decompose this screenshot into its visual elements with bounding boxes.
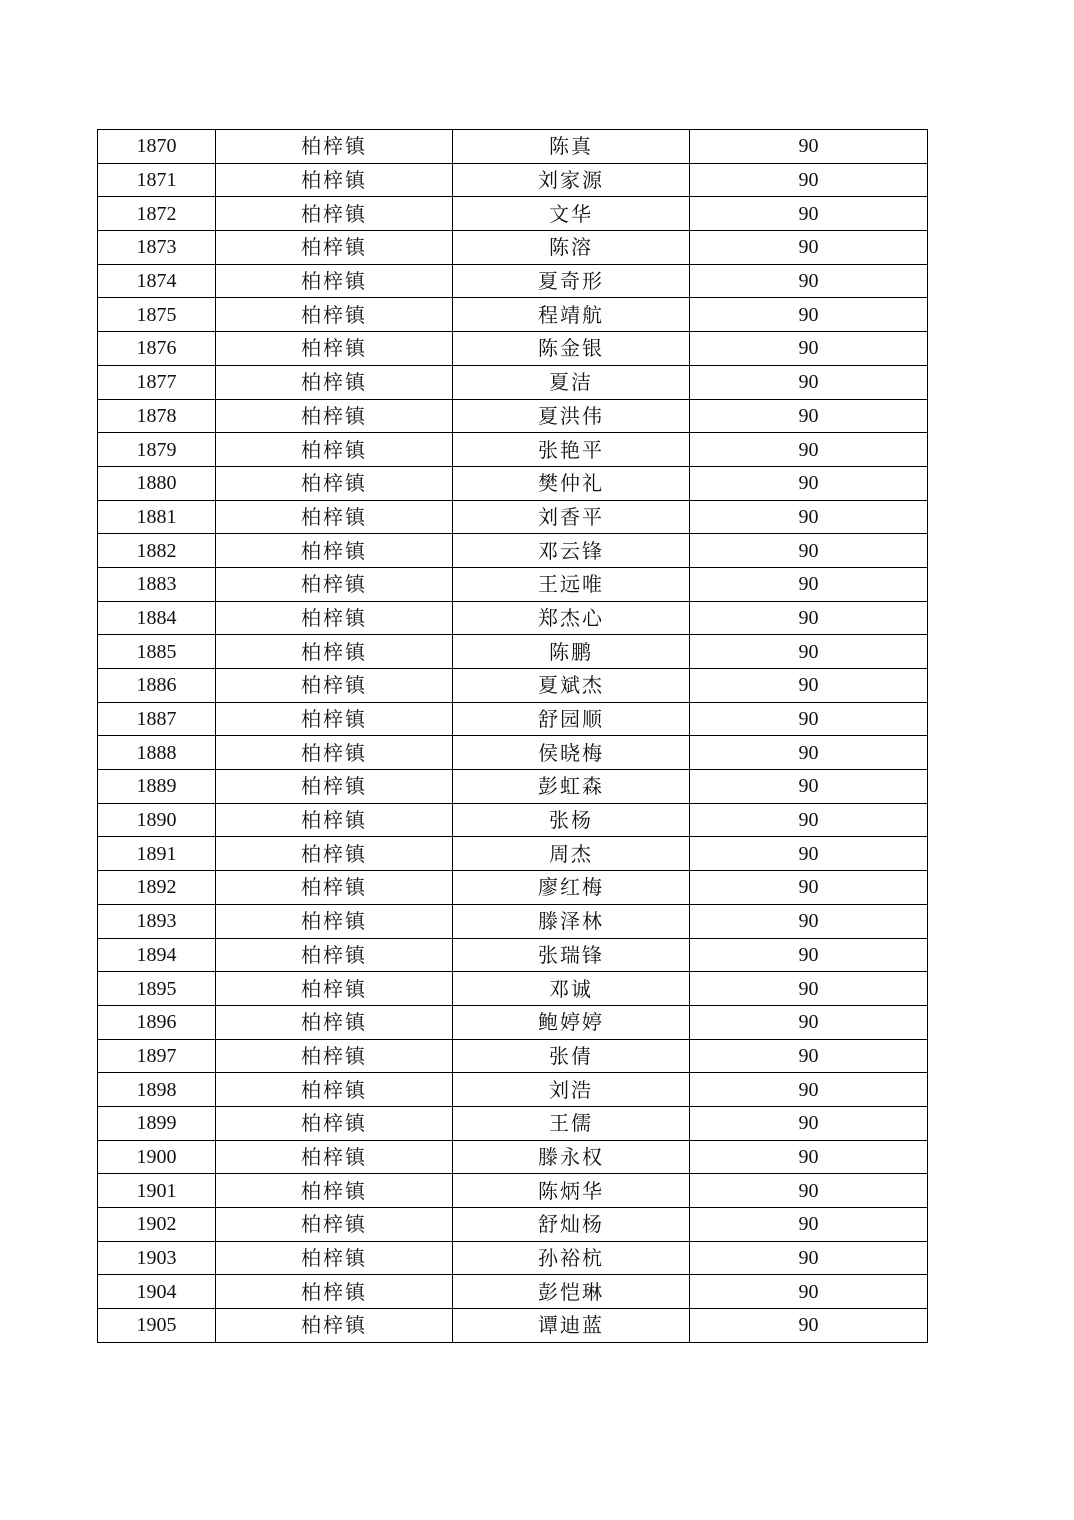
table-row xyxy=(98,770,928,804)
roster-table xyxy=(97,129,928,1343)
score-cell: 90 xyxy=(690,130,928,164)
name-cell: 文华 xyxy=(453,197,690,231)
town-cell: 柏梓镇 xyxy=(216,871,453,905)
roster-table-body xyxy=(98,130,928,1343)
row-number-cell: 1879 xyxy=(98,433,216,467)
town-cell: 柏梓镇 xyxy=(216,1275,453,1309)
name-cell: 舒园顺 xyxy=(453,702,690,736)
row-number-cell: 1903 xyxy=(98,1241,216,1275)
town-cell: 柏梓镇 xyxy=(216,298,453,332)
table-row xyxy=(98,1140,928,1174)
table-row xyxy=(98,130,928,164)
town-cell: 柏梓镇 xyxy=(216,399,453,433)
table-row xyxy=(98,837,928,871)
score-cell: 90 xyxy=(690,702,928,736)
row-number-cell: 1887 xyxy=(98,702,216,736)
row-number-cell: 1880 xyxy=(98,466,216,500)
row-number-cell: 1875 xyxy=(98,298,216,332)
town-cell: 柏梓镇 xyxy=(216,938,453,972)
town-cell: 柏梓镇 xyxy=(216,365,453,399)
town-cell: 柏梓镇 xyxy=(216,601,453,635)
town-cell: 柏梓镇 xyxy=(216,635,453,669)
town-cell: 柏梓镇 xyxy=(216,1039,453,1073)
table-row xyxy=(98,298,928,332)
table-row xyxy=(98,1275,928,1309)
score-cell: 90 xyxy=(690,1241,928,1275)
row-number-cell: 1885 xyxy=(98,635,216,669)
row-number-cell: 1883 xyxy=(98,567,216,601)
table-row xyxy=(98,399,928,433)
row-number-cell: 1895 xyxy=(98,972,216,1006)
name-cell: 陈鹏 xyxy=(453,635,690,669)
town-cell: 柏梓镇 xyxy=(216,803,453,837)
name-cell: 王远唯 xyxy=(453,567,690,601)
table-row xyxy=(98,702,928,736)
score-cell: 90 xyxy=(690,1208,928,1242)
score-cell: 90 xyxy=(690,972,928,1006)
score-cell: 90 xyxy=(690,197,928,231)
table-row xyxy=(98,1106,928,1140)
town-cell: 柏梓镇 xyxy=(216,534,453,568)
table-row xyxy=(98,803,928,837)
town-cell: 柏梓镇 xyxy=(216,1208,453,1242)
name-cell: 程靖航 xyxy=(453,298,690,332)
row-number-cell: 1877 xyxy=(98,365,216,399)
name-cell: 夏洪伟 xyxy=(453,399,690,433)
town-cell: 柏梓镇 xyxy=(216,837,453,871)
row-number-cell: 1872 xyxy=(98,197,216,231)
town-cell: 柏梓镇 xyxy=(216,669,453,703)
score-cell: 90 xyxy=(690,500,928,534)
table-row xyxy=(98,197,928,231)
name-cell: 孙裕杭 xyxy=(453,1241,690,1275)
score-cell: 90 xyxy=(690,601,928,635)
table-row xyxy=(98,904,928,938)
town-cell: 柏梓镇 xyxy=(216,1073,453,1107)
name-cell: 刘浩 xyxy=(453,1073,690,1107)
name-cell: 彭虹森 xyxy=(453,770,690,804)
score-cell: 90 xyxy=(690,365,928,399)
score-cell: 90 xyxy=(690,231,928,265)
row-number-cell: 1892 xyxy=(98,871,216,905)
name-cell: 张艳平 xyxy=(453,433,690,467)
table-row xyxy=(98,871,928,905)
table-row xyxy=(98,534,928,568)
score-cell: 90 xyxy=(690,264,928,298)
town-cell: 柏梓镇 xyxy=(216,264,453,298)
score-cell: 90 xyxy=(690,332,928,366)
table-row xyxy=(98,365,928,399)
table-row xyxy=(98,264,928,298)
row-number-cell: 1881 xyxy=(98,500,216,534)
table-row xyxy=(98,1073,928,1107)
score-cell: 90 xyxy=(690,837,928,871)
table-row xyxy=(98,669,928,703)
name-cell: 樊仲礼 xyxy=(453,466,690,500)
town-cell: 柏梓镇 xyxy=(216,1106,453,1140)
town-cell: 柏梓镇 xyxy=(216,736,453,770)
town-cell: 柏梓镇 xyxy=(216,466,453,500)
town-cell: 柏梓镇 xyxy=(216,1174,453,1208)
score-cell: 90 xyxy=(690,871,928,905)
score-cell: 90 xyxy=(690,1073,928,1107)
row-number-cell: 1871 xyxy=(98,163,216,197)
score-cell: 90 xyxy=(690,1275,928,1309)
row-number-cell: 1905 xyxy=(98,1309,216,1343)
name-cell: 侯晓梅 xyxy=(453,736,690,770)
score-cell: 90 xyxy=(690,803,928,837)
row-number-cell: 1873 xyxy=(98,231,216,265)
town-cell: 柏梓镇 xyxy=(216,130,453,164)
name-cell: 郑杰心 xyxy=(453,601,690,635)
name-cell: 陈金银 xyxy=(453,332,690,366)
score-cell: 90 xyxy=(690,1140,928,1174)
score-cell: 90 xyxy=(690,635,928,669)
table-row xyxy=(98,500,928,534)
name-cell: 舒灿杨 xyxy=(453,1208,690,1242)
name-cell: 陈溶 xyxy=(453,231,690,265)
name-cell: 廖红梅 xyxy=(453,871,690,905)
row-number-cell: 1899 xyxy=(98,1106,216,1140)
score-cell: 90 xyxy=(690,433,928,467)
row-number-cell: 1898 xyxy=(98,1073,216,1107)
name-cell: 张瑞锋 xyxy=(453,938,690,972)
row-number-cell: 1870 xyxy=(98,130,216,164)
name-cell: 刘家源 xyxy=(453,163,690,197)
score-cell: 90 xyxy=(690,1039,928,1073)
table-row xyxy=(98,972,928,1006)
town-cell: 柏梓镇 xyxy=(216,1140,453,1174)
row-number-cell: 1874 xyxy=(98,264,216,298)
table-row xyxy=(98,1309,928,1343)
table-row xyxy=(98,1005,928,1039)
name-cell: 谭迪蓝 xyxy=(453,1309,690,1343)
table-row xyxy=(98,163,928,197)
row-number-cell: 1897 xyxy=(98,1039,216,1073)
town-cell: 柏梓镇 xyxy=(216,904,453,938)
table-row xyxy=(98,466,928,500)
name-cell: 王儒 xyxy=(453,1106,690,1140)
score-cell: 90 xyxy=(690,567,928,601)
row-number-cell: 1891 xyxy=(98,837,216,871)
table-row xyxy=(98,601,928,635)
name-cell: 邓云锋 xyxy=(453,534,690,568)
table-row xyxy=(98,736,928,770)
row-number-cell: 1888 xyxy=(98,736,216,770)
town-cell: 柏梓镇 xyxy=(216,1309,453,1343)
town-cell: 柏梓镇 xyxy=(216,500,453,534)
name-cell: 陈真 xyxy=(453,130,690,164)
name-cell: 周杰 xyxy=(453,837,690,871)
table-row xyxy=(98,332,928,366)
table-row xyxy=(98,567,928,601)
town-cell: 柏梓镇 xyxy=(216,197,453,231)
name-cell: 刘香平 xyxy=(453,500,690,534)
town-cell: 柏梓镇 xyxy=(216,1005,453,1039)
row-number-cell: 1884 xyxy=(98,601,216,635)
score-cell: 90 xyxy=(690,904,928,938)
row-number-cell: 1878 xyxy=(98,399,216,433)
score-cell: 90 xyxy=(690,1309,928,1343)
table-row xyxy=(98,1039,928,1073)
score-cell: 90 xyxy=(690,1174,928,1208)
name-cell: 夏斌杰 xyxy=(453,669,690,703)
name-cell: 张倩 xyxy=(453,1039,690,1073)
score-cell: 90 xyxy=(690,938,928,972)
score-cell: 90 xyxy=(690,466,928,500)
town-cell: 柏梓镇 xyxy=(216,231,453,265)
town-cell: 柏梓镇 xyxy=(216,567,453,601)
town-cell: 柏梓镇 xyxy=(216,433,453,467)
table-row xyxy=(98,231,928,265)
score-cell: 90 xyxy=(690,1106,928,1140)
score-cell: 90 xyxy=(690,298,928,332)
score-cell: 90 xyxy=(690,163,928,197)
row-number-cell: 1893 xyxy=(98,904,216,938)
row-number-cell: 1904 xyxy=(98,1275,216,1309)
name-cell: 鲍婷婷 xyxy=(453,1005,690,1039)
table-row xyxy=(98,433,928,467)
row-number-cell: 1886 xyxy=(98,669,216,703)
score-cell: 90 xyxy=(690,1005,928,1039)
table-row xyxy=(98,1208,928,1242)
name-cell: 陈炳华 xyxy=(453,1174,690,1208)
name-cell: 彭恺琳 xyxy=(453,1275,690,1309)
score-cell: 90 xyxy=(690,736,928,770)
row-number-cell: 1876 xyxy=(98,332,216,366)
row-number-cell: 1901 xyxy=(98,1174,216,1208)
row-number-cell: 1900 xyxy=(98,1140,216,1174)
row-number-cell: 1902 xyxy=(98,1208,216,1242)
name-cell: 张杨 xyxy=(453,803,690,837)
town-cell: 柏梓镇 xyxy=(216,702,453,736)
row-number-cell: 1896 xyxy=(98,1005,216,1039)
score-cell: 90 xyxy=(690,669,928,703)
name-cell: 滕泽林 xyxy=(453,904,690,938)
table-row xyxy=(98,635,928,669)
score-cell: 90 xyxy=(690,770,928,804)
row-number-cell: 1894 xyxy=(98,938,216,972)
row-number-cell: 1882 xyxy=(98,534,216,568)
row-number-cell: 1890 xyxy=(98,803,216,837)
table-row xyxy=(98,1241,928,1275)
town-cell: 柏梓镇 xyxy=(216,770,453,804)
town-cell: 柏梓镇 xyxy=(216,163,453,197)
town-cell: 柏梓镇 xyxy=(216,332,453,366)
town-cell: 柏梓镇 xyxy=(216,1241,453,1275)
score-cell: 90 xyxy=(690,399,928,433)
name-cell: 夏洁 xyxy=(453,365,690,399)
name-cell: 夏奇形 xyxy=(453,264,690,298)
table-row xyxy=(98,1174,928,1208)
name-cell: 滕永权 xyxy=(453,1140,690,1174)
row-number-cell: 1889 xyxy=(98,770,216,804)
score-cell: 90 xyxy=(690,534,928,568)
name-cell: 邓诚 xyxy=(453,972,690,1006)
town-cell: 柏梓镇 xyxy=(216,972,453,1006)
table-row xyxy=(98,938,928,972)
